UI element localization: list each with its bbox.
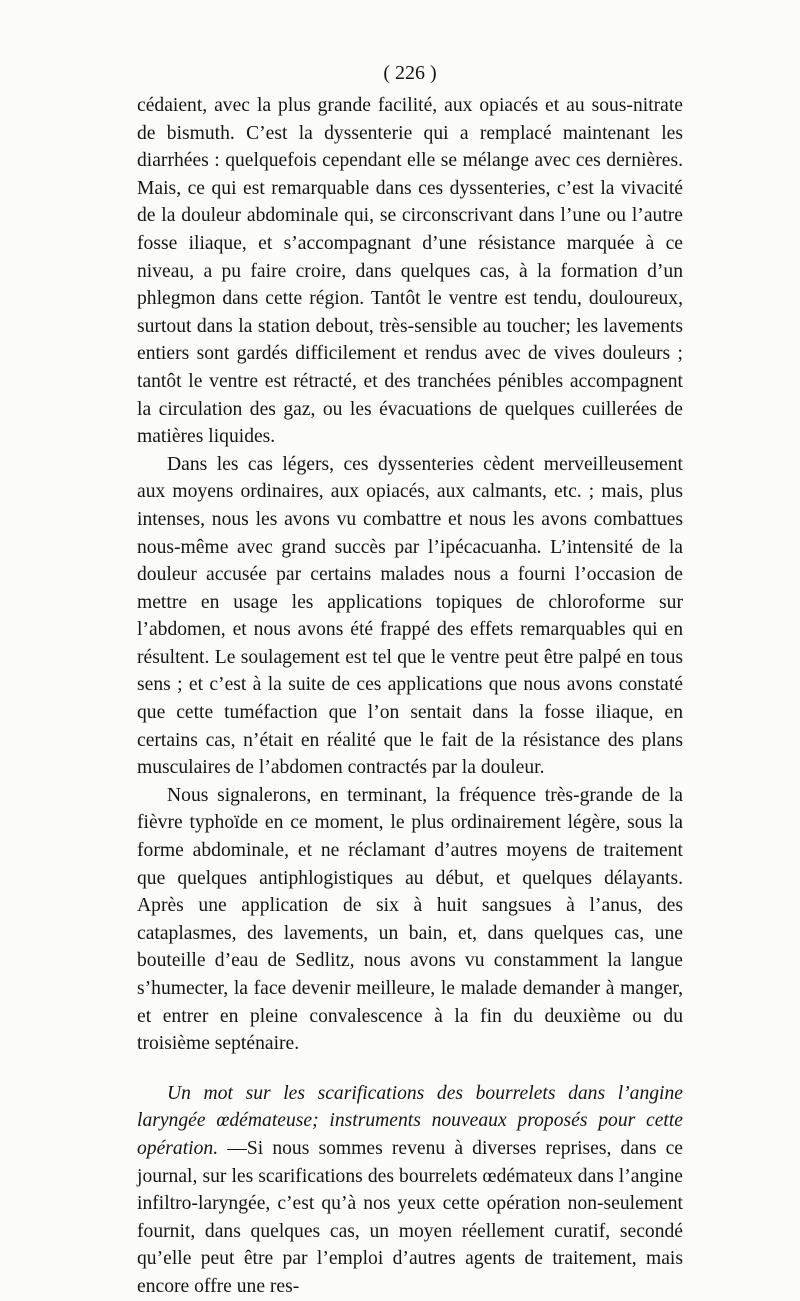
paragraph-1: cédaient, avec la plus grande facilité, aux opiacés et au sous-nitrate de bismuth. C’est la dyssenterie qui a remplacé maintenant les diarrhées : quelquefois cependant elle se mélange avec ces dernières. Mais, ce qui est remarquable dans ces dyssenteries, c’est la vivacité de la douleur abdominale qui, se circonscrivant dans l’une ou l’autre fosse iliaque, et s’accompagnant d’une résistance marquée à ce niveau, a pu faire croire, dans quelques cas, à la formation d’un phlegmon dans cette région. Tantôt le ventre est tendu, douloureux, surtout dans la station debout, très-sensible au toucher; les lavements entiers sont gardés difficilement et rendus avec de vives douleurs ; tantôt le ventre est rétracté, et des tranchées pénibles accompagnent la circulation des gaz, ou les évacuations de quelques cuillerées de matières liquides. bbox=[137, 95, 683, 448]
section-gap bbox=[137, 1058, 683, 1080]
section-paragraph bbox=[137, 1080, 683, 1301]
page-content bbox=[137, 58, 683, 1301]
page-number: ( 226 ) bbox=[383, 62, 437, 84]
paragraph-2: Dans les cas légers, ces dyssenteries cèdent merveilleusement aux moyens ordinaires, aux opiacés, aux calmants, etc. ; mais, plus intenses, nous les avons vu combattre et nous les avons combattues nous-même avec grand succès par l’ipécacuanha. L’intensité de la douleur accusée par certains malades nous a fourni l’occasion de mettre en usage les applications topiques de chloroforme sur l’abdomen, et nous avons été frappé des effets remarquables qui en résultent. Le soulagement est tel que le ventre peut être palpé en tous sens ; et c’est à la suite de ces applications que nous avons constaté que cette tuméfaction que l’on sentait dans la fosse iliaque, en certains cas, n’était en réalité que le fait de la résistance des plans musculaires de l’abdomen contractés par la douleur. bbox=[137, 453, 683, 779]
paragraph-3: Nous signalerons, en terminant, la fréquence très-grande de la fièvre typhoïde en ce moment, le plus ordinairement légère, sous la forme abdominale, et ne réclamant d’autres moyens de traitement que quelques antiphlogistiques au début, et quelques délayants. Après une application de six à huit sangsues à l’anus, des cataplasmes, des lavements, un bain, et, dans quelques cas, une bouteille d’eau de Sedlitz, nous avons vu constamment la langue s’humecter, la face devenir meilleure, le malade demander à manger, et entrer en pleine convalescence à la fin du deuxième ou du troisième septénaire. bbox=[137, 784, 683, 1055]
section-body: —Si nous sommes revenu à diverses reprises, dans ce journal, sur les scarifications des bourrelets œdémateux dans l’angine infiltro-laryngée, c’est qu’à nos yeux cette opération non-seulement fournit, dans quelques cas, un moyen réellement curatif, secondé qu’elle peut être par l’emploi d’autres agents de traitement, mais encore offre une res- bbox=[137, 1137, 683, 1297]
section-title: Un mot sur les scarifications des bourrelets dans l’angine laryngée œdémateuse; instruments nouveaux proposés pour cette opération. bbox=[137, 1082, 683, 1159]
